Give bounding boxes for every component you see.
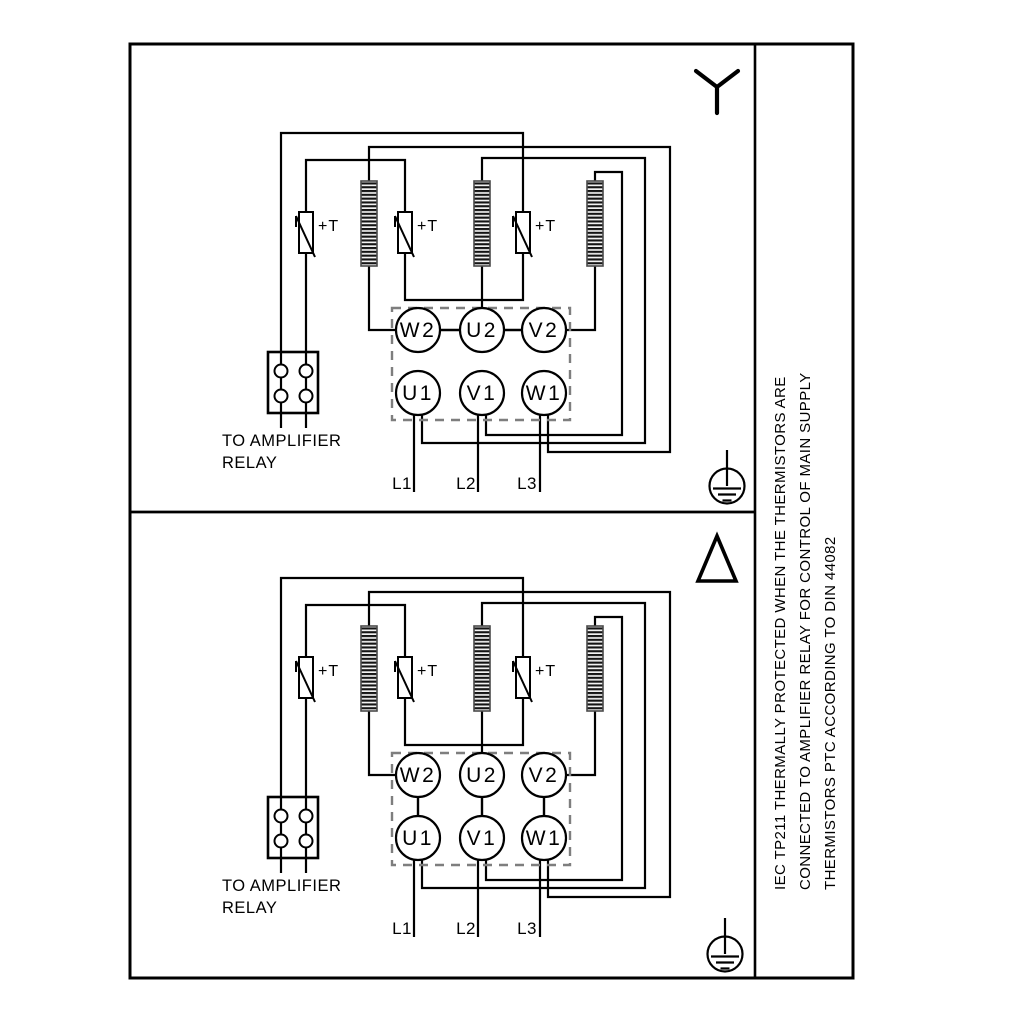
star-connection-panel xyxy=(222,71,745,504)
side-note xyxy=(772,372,839,890)
ground-icon xyxy=(708,918,743,972)
delta-symbol-icon xyxy=(698,536,736,581)
delta-column-links xyxy=(418,797,544,816)
side-note-line-1: IEC TP211 THERMALLY PROTECTED WHEN THE THERMISTORS ARE xyxy=(772,376,789,890)
panel-core-star xyxy=(222,133,670,493)
side-note-line-2: CONNECTED TO AMPLIFIER RELAY FOR CONTROL OF MAIN SUPPLY xyxy=(797,372,814,890)
side-note-line-3: THERMISTORS PTC ACCORDING TO DIN 44082 xyxy=(822,536,839,890)
ground-icon xyxy=(710,450,745,504)
delta-connection-panel xyxy=(222,536,743,972)
panel-core-delta xyxy=(222,578,670,938)
star-symbol-icon xyxy=(696,71,738,113)
